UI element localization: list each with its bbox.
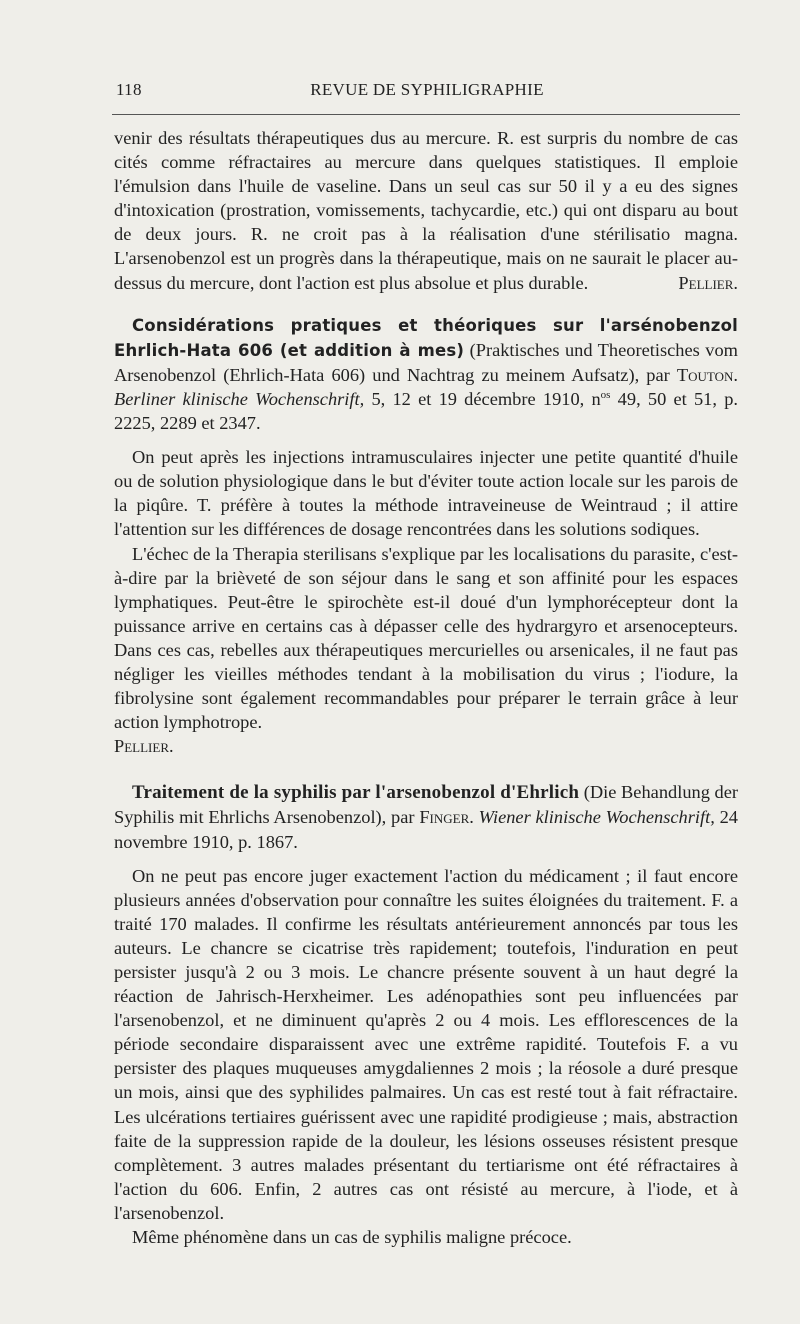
continued-paragraph-text: venir des résultats thérapeutiques dus au mercure. R. est surpris du nombre de cas cités comme réfractaires au mercure dans quelques statistiques. Il emploie l'émulsion dans l'huile de vaseline. Dans un seul cas sur 50 il y a eu des signes d'intoxication (prostration, vomissements, tachycardie, etc.) qui ont disparu au bout de deux jours. R. ne croit pas à la réalisation d'une stérilisatio magna. L'arsenobenzol est un progrès dans la thérapeutique, mais on ne saurait le placer au-dessus du mercure, dont l'action est plus absolue et plus durable.: [114, 128, 738, 293]
reference-separator: .: [469, 807, 479, 828]
reference-pages: 49, 50 et 51, p. 2225, 2289 et 2347.: [114, 388, 738, 434]
page-body: [114, 126, 738, 1249]
article-reference-finger: (Die Behandlung der Syphilis mit Ehrlichs Arsenobenzol), par: [114, 782, 738, 828]
reference-separator: .: [733, 364, 738, 385]
reference-dates: 5, 12 et 19 décembre 1910, n: [364, 388, 601, 409]
running-title: REVUE DE SYPHILIGRAPHIE: [310, 80, 544, 99]
article-reference-touton: (Praktisches und Theoretisches vom Arsenobenzol (Ehrlich-Hata 606) und Nachtrag zu meinem Aufsatz), par: [114, 339, 738, 385]
body-paragraph-finger-1: On ne peut pas encore juger exactement l'action du médicament ; il faut encore plusieurs années d'observation pour connaître les suites éloignées du traitement. F. a traité 170 malades. Il confirme les résultats antérieurement annoncés par tous les auteurs. Le chancre se cicatrise très rapidement; toutefois, l'induration en peut persister jusqu'à 2 ou 3 mois. Le chancre présente souvent à un haut degré la réaction de Jahrisch-Herxheimer. Les adénopathies sont peu influencées par l'arsenobenzol, et ne diminuent qu'après 2 ou 4 mois. Les efflorescences de la période secondaire disparaissent avec une extrême rapidité. Toutefois F. a vu persister des plaques muqueuses amygdaliennes 2 mois ; la réosole a duré presque un mois, ainsi que des syphilides palmaires. Un cas est resté tout à fait réfractaire. Les ulcérations tertiaires guérissent avec une rapidité prodigieuse ; mais, abstraction faite de la suppression rapide de la douleur, les lésions osseuses résistent presque complètement. 3 autres malades présentant du tertiarisme ont été réfractaires à l'action du 606. Enfin, 2 autres cas ont résisté au mercure, à l'iode, et à l'arsenobenzol.: [114, 865, 738, 1223]
continued-paragraph: [114, 126, 738, 295]
signature-pellier-2: Pellier.: [114, 736, 174, 757]
article-heading-touton: [114, 313, 738, 435]
body-paragraph-finger-2: Même phénomène dans un cas de syphilis maligne précoce.: [132, 1227, 572, 1248]
article-title-finger: Traitement de la syphilis par l'arsenobenzol d'Ehrlich: [132, 782, 580, 804]
body-paragraph-touton-1: On peut après les injections intramusculaires injecter une petite quantité d'huile ou de solution physiologique dans le but d'éviter toute action locale sur les parois de la piqûre. T. préfère à toutes la méthode intraveineuse de Weintraud ; il attire l'attention sur les différences de dosage rencontrées dans les solutions sodiques.: [114, 447, 738, 540]
reference-dates: 24 novembre 1910, p. 1867.: [114, 807, 738, 852]
journal-wiener: Wiener klinische Wochenschrift,: [478, 807, 715, 828]
author-touton: Touton: [676, 364, 734, 385]
page-number: 118: [116, 80, 142, 99]
signature-pellier-1: Pellier.: [678, 272, 738, 293]
author-finger: Finger: [419, 807, 470, 828]
body-paragraph-touton-2: L'échec de la Therapia sterilisans s'explique par les localisations du parasite, c'est-à-dire par la brièveté de son séjour dans le sang et son affinité pour les espaces lymphatiques. Peut-être le spirochète est-il doué d'un lymphorécepteur dont la puissance arrive en certains cas à dépasser celle des hydrargyro et arsenocepteurs. Dans ces cas, rebelles aux thérapeutiques mercurielles ou arsenicales, il ne faut pas négliger les vieilles méthodes tendant à la mobilisation du virus ; l'iodure, la fibrolysine sont également recommandables pour préparer le terrain grâce à leur action lymphotrope.: [114, 543, 738, 733]
article-title-touton: Considérations pratiques et théoriques sur l'arsénobenzol Ehrlich-Hata 606 (et addition à mes): [114, 315, 738, 360]
header-rule: [112, 114, 740, 115]
numero-superscript: os: [600, 388, 611, 401]
page-header: [116, 76, 738, 110]
journal-berliner: Berliner klinische Wochenschrift,: [114, 388, 365, 409]
article-heading-finger: [114, 780, 738, 853]
